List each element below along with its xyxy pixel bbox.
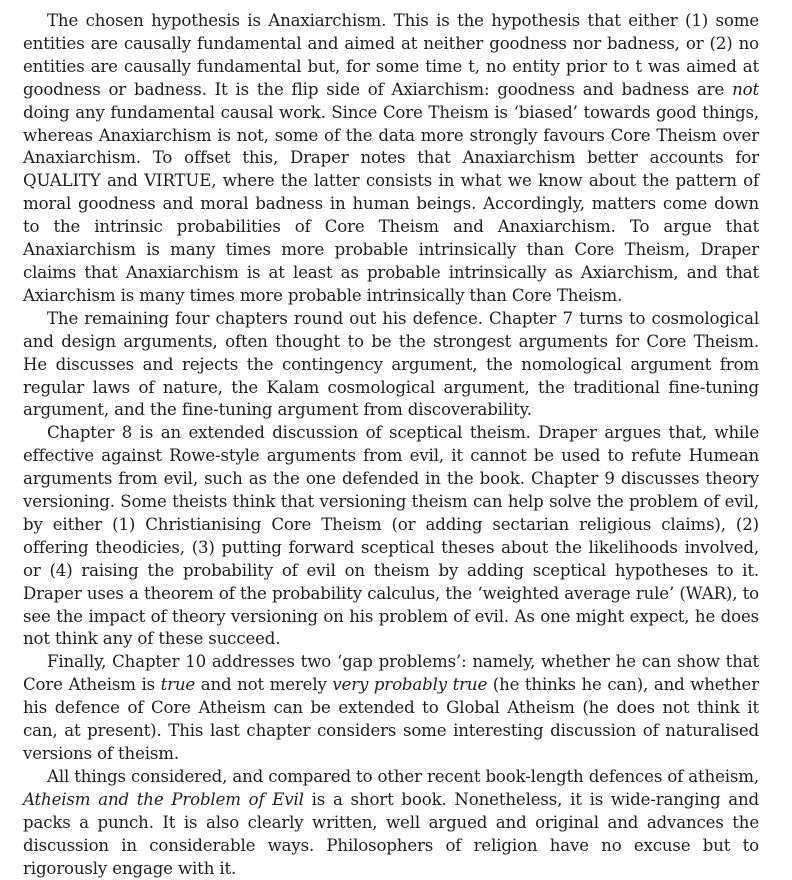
italic-text: very probably true xyxy=(332,675,488,695)
text-run: doing any fundamental causal work. Since Core Theism is ‘biased’ towards good things, whereas Anaxiarchism is not, some of the data more strongly favours Core Theism over Anaxiarchism. To offset this, Draper notes that Anaxiarchism better accounts for QUALITY and VIRTUE, where the latter consists in what we know about the pattern of moral goodness and moral badness in human beings. Accordingly, matters come down to the intrinsic probabilities of Core Theism and Anaxiarchism. To argue that Anaxiarchism is many times more probable intrinsically than Core Theism, Draper claims that Anaxiarchism is at least as probable intrinsically as Axiarchism, and that Axiarchism is many times more probable intrinsically than Core Theism. xyxy=(23,102,759,305)
paragraph-chapter-10 xyxy=(23,651,759,766)
text-run: is a short book. Nonetheless, it is wide-ranging and packs a punch. It is also clearly written, well argued and original and advances the discussion in considerable ways. Philosophers of religion have no excuse but to rigorously engage with it. xyxy=(23,789,759,878)
italic-text: not xyxy=(732,79,759,99)
text-run: The remaining four chapters round out his defence. Chapter 7 turns to cosmological and design arguments, often thought to be the strongest arguments for Core Theism. He discusses and rejects the contingency argument, the nomological argument from regular laws of nature, the Kalam cosmological argument, the traditional fine-tuning argument, and the fine-tuning argument from discoverability. xyxy=(23,308,759,420)
text-run: All things considered, and compared to other recent book-length defences of atheism, xyxy=(47,766,759,786)
paragraph-chapter-7 xyxy=(23,308,759,423)
paragraph-anaxiarchism xyxy=(23,10,759,308)
italic-text: Atheism and the Problem of Evil xyxy=(23,789,304,809)
paragraph-chapter-8-9 xyxy=(23,422,759,651)
document-page xyxy=(23,10,759,880)
text-run: (he thinks he can), and whether his defence of Core Atheism can be extended to Global Atheism (he does not think it can, at present). This last chapter considers some interesting discussion of naturalised versions of theism. xyxy=(23,675,759,763)
italic-text: true xyxy=(160,675,196,695)
text-run: and not merely xyxy=(195,675,333,695)
text-run: Finally, Chapter 10 addresses two ‘gap problems’: namely, whether he can show that Core Atheism is xyxy=(23,652,759,695)
text-run: The chosen hypothesis is Anaxiarchism. This is the hypothesis that either (1) some entities are causally fundamental and aimed at neither goodness nor badness, or (2) no entities are causally fundamental but, for some time t, no entity prior to t was aimed at goodness or badness. It is the flip side of Axiarchism: goodness and badness are xyxy=(23,11,759,99)
text-run: Chapter 8 is an extended discussion of sceptical theism. Draper argues that, while effective against Rowe-style arguments from evil, it cannot be used to refute Humean arguments from evil, such as the one defended in the book. Chapter 9 discusses theory versioning. Some theists think that versioning theism can help solve the problem of evil, by either (1) Christianising Core Theism (or adding sectarian religious claims), (2) offering theodicies, (3) putting forward sceptical theses about the likelihoods involved, or (4) raising the probability of evil on theism by adding sceptical hypotheses to it. Draper uses a theorem of the probability calculus, the ‘weighted average rule’ (WAR), to see the impact of theory versioning on his problem of evil. As one might expect, he does not think any of these succeed. xyxy=(23,423,759,649)
